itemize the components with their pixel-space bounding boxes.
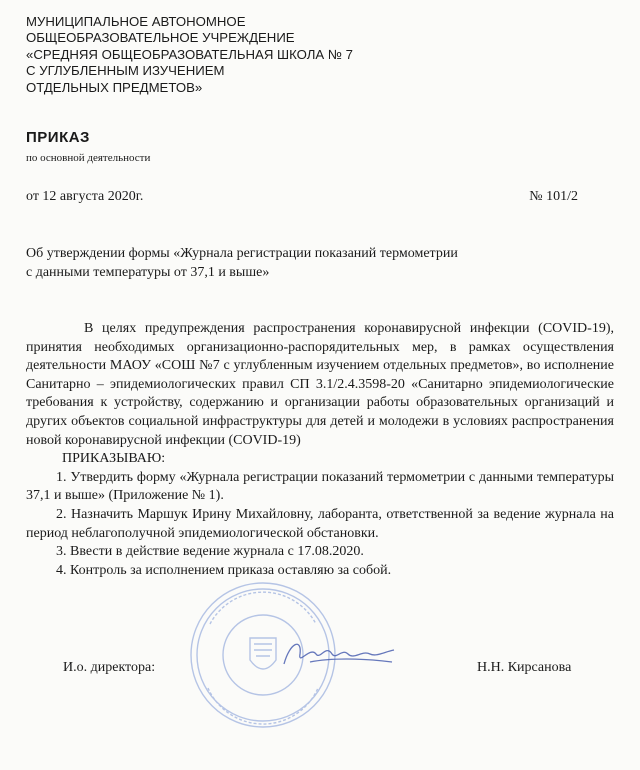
subject-line: с данными температуры от 37,1 и выше»: [26, 265, 270, 280]
organization-header: [26, 14, 353, 96]
org-line: С УГЛУБЛЕННЫМ ИЗУЧЕНИЕМ: [26, 63, 225, 79]
order-date: от 12 августа 2020г.: [26, 189, 144, 204]
order-body: [26, 320, 614, 580]
signature-scribble: [280, 632, 400, 676]
stamp-emblem-lines: [254, 644, 272, 656]
document-subtitle: по основной деятельности: [26, 152, 151, 164]
stamp-emblem: [250, 638, 276, 669]
order-item: 3. Ввести в действие ведение журнала с 17.08.2020.: [56, 544, 364, 560]
org-line: ОБЩЕОБРАЗОВАТЕЛЬНОЕ УЧРЕЖДЕНИЕ: [26, 30, 295, 46]
preamble-paragraph: В целях предупреждения распространения коронавирусной инфекции (COVID-19), принятия необходимых организационно-распорядительных мер, в рамках осуществления деятельности МАОУ «СОШ №7 с углубленным изучением отдельных предметов», во исполнение Санитарно – эпидемиологических правил СП 3.1/2.4.3598-20 «Санитарно эпидемиологические требования к устройству, содержанию и организации работы образовательных организаций и других объектов социальной инфраструктуры для детей и молодежи в условиях распространения новой коронавирусной инфекции (COVID-19): [26, 321, 614, 448]
signatory-name: Н.Н. Кирсанова: [477, 660, 572, 675]
stamp-text-arc: [208, 688, 318, 724]
org-line: ОТДЕЛЬНЫХ ПРЕДМЕТОВ»: [26, 79, 203, 95]
order-subject: [26, 244, 458, 282]
order-item: 1. Утвердить форму «Журнала регистрации показаний термометрии с данными температуры 37,1 и выше» (Приложение № 1).: [26, 469, 614, 504]
order-word: ПРИКАЗЫВАЮ:: [62, 451, 166, 467]
signatory-position: И.о. директора:: [63, 660, 156, 675]
stamp-text-arc: [210, 592, 316, 624]
document-title: ПРИКАЗ: [26, 129, 90, 146]
org-line: «СРЕДНЯЯ ОБЩЕОБРАЗОВАТЕЛЬНАЯ ШКОЛА № 7: [26, 46, 354, 62]
order-item: 2. Назначить Маршук Ирину Михайловну, лаборанта, ответственной за ведение журнала на период неблагополучной эпидемиологической обстановки.: [26, 506, 614, 541]
order-item: 4. Контроль за исполнением приказа оставляю за собой.: [56, 562, 392, 578]
subject-line: Об утверждении формы «Журнала регистрации показаний термометрии: [26, 246, 458, 261]
order-number: № 101/2: [529, 189, 578, 204]
org-line: МУНИЦИПАЛЬНОЕ АВТОНОМНОЕ: [26, 14, 246, 29]
